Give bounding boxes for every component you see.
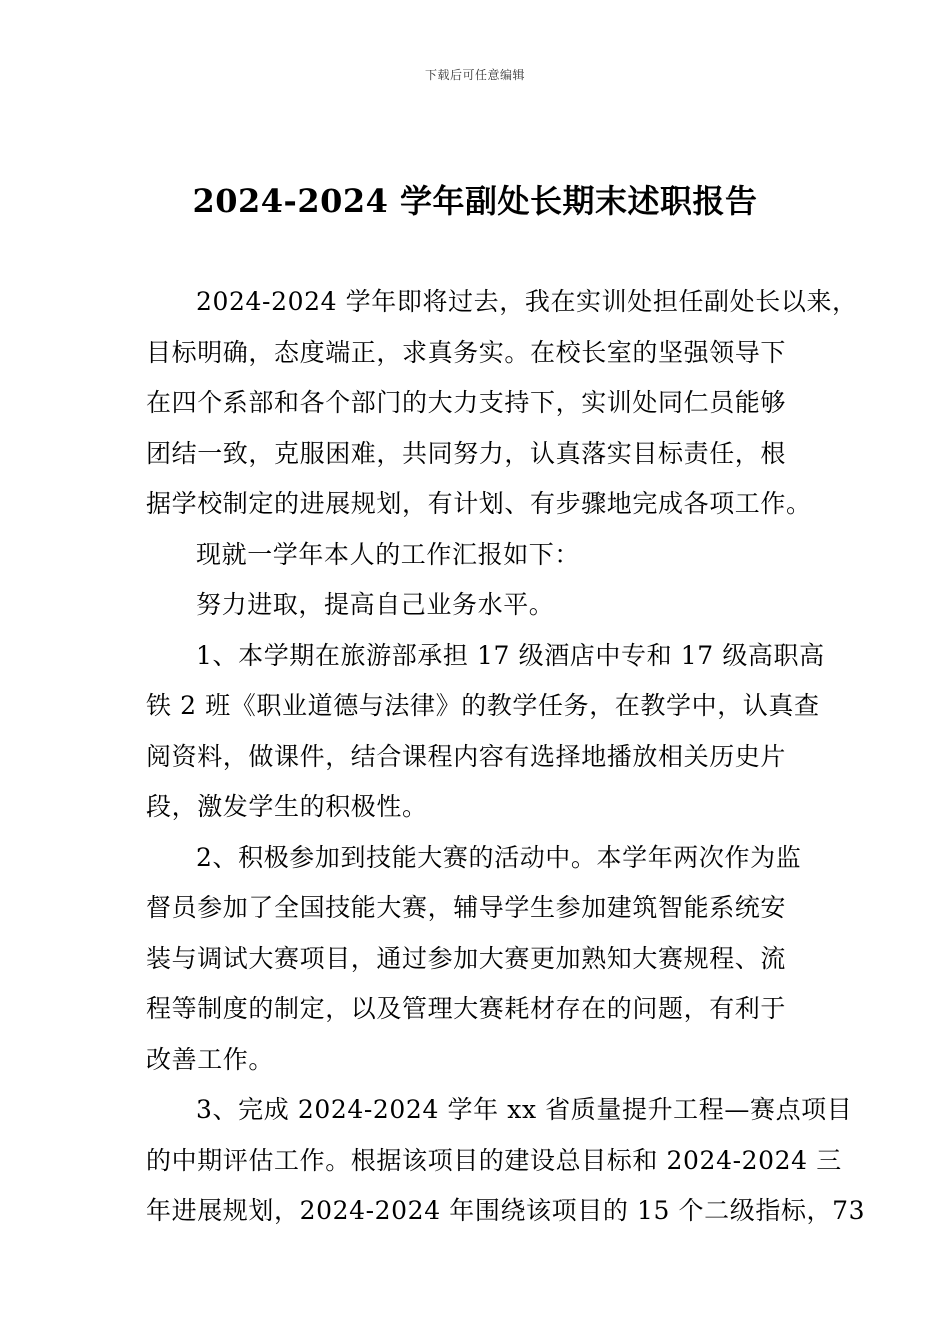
body-line: 的中期评估工作。根据该项目的建设总目标和 2024-2024 三 bbox=[146, 1145, 842, 1175]
body-line: 3、完成 2024-2024 学年 xx 省质量提升工程—赛点项目 bbox=[196, 1095, 853, 1124]
body-line: 督员参加了全国技能大赛，辅导学生参加建筑智能系统安 bbox=[146, 893, 787, 922]
body-line: 据学校制定的进展规划，有计划、有步骤地完成各项工作。 bbox=[146, 489, 812, 518]
document-title: 2024-2024 学年副处长期末述职报告 bbox=[192, 182, 758, 220]
body-line: 程等制度的制定，以及管理大赛耗材存在的问题，有利于 bbox=[146, 994, 787, 1023]
body-line: 年进展规划，2024-2024 年围绕该项目的 15 个二级指标，73 bbox=[146, 1196, 866, 1225]
body-line: 2、积极参加到技能大赛的活动中。本学年两次作为监 bbox=[196, 842, 802, 872]
document-body bbox=[146, 277, 866, 1237]
body-line: 团结一致，克服困难，共同努力，认真落实目标责任，根 bbox=[146, 438, 787, 468]
body-line: 现就一学年本人的工作汇报如下： bbox=[196, 539, 581, 569]
body-line: 段，激发学生的积极性。 bbox=[146, 792, 428, 821]
section-heading: 努力进取，提高自己业务水平。 bbox=[196, 590, 555, 619]
body-line: 1、本学期在旅游部承担 17 级酒店中专和 17 级高职高 bbox=[196, 640, 825, 670]
body-line: 目标明确，态度端正，求真务实。在校长室的坚强领导下 bbox=[146, 337, 787, 367]
body-line: 在四个系部和各个部门的大力支持下，实训处同仁员能够 bbox=[146, 388, 787, 417]
body-line: 装与调试大赛项目，通过参加大赛更加熟知大赛规程、流 bbox=[146, 943, 787, 973]
header-note: 下载后可任意编辑 bbox=[424, 68, 525, 82]
body-line: 阅资料，做课件，结合课程内容有选择地播放相关历史片 bbox=[146, 741, 787, 771]
body-line: 2024-2024 学年即将过去，我在实训处担任副处长以来， bbox=[196, 287, 858, 316]
body-line: 铁 2 班《职业道德与法律》的教学任务，在教学中，认真查 bbox=[146, 691, 820, 720]
body-line: 改善工作。 bbox=[146, 1044, 275, 1074]
